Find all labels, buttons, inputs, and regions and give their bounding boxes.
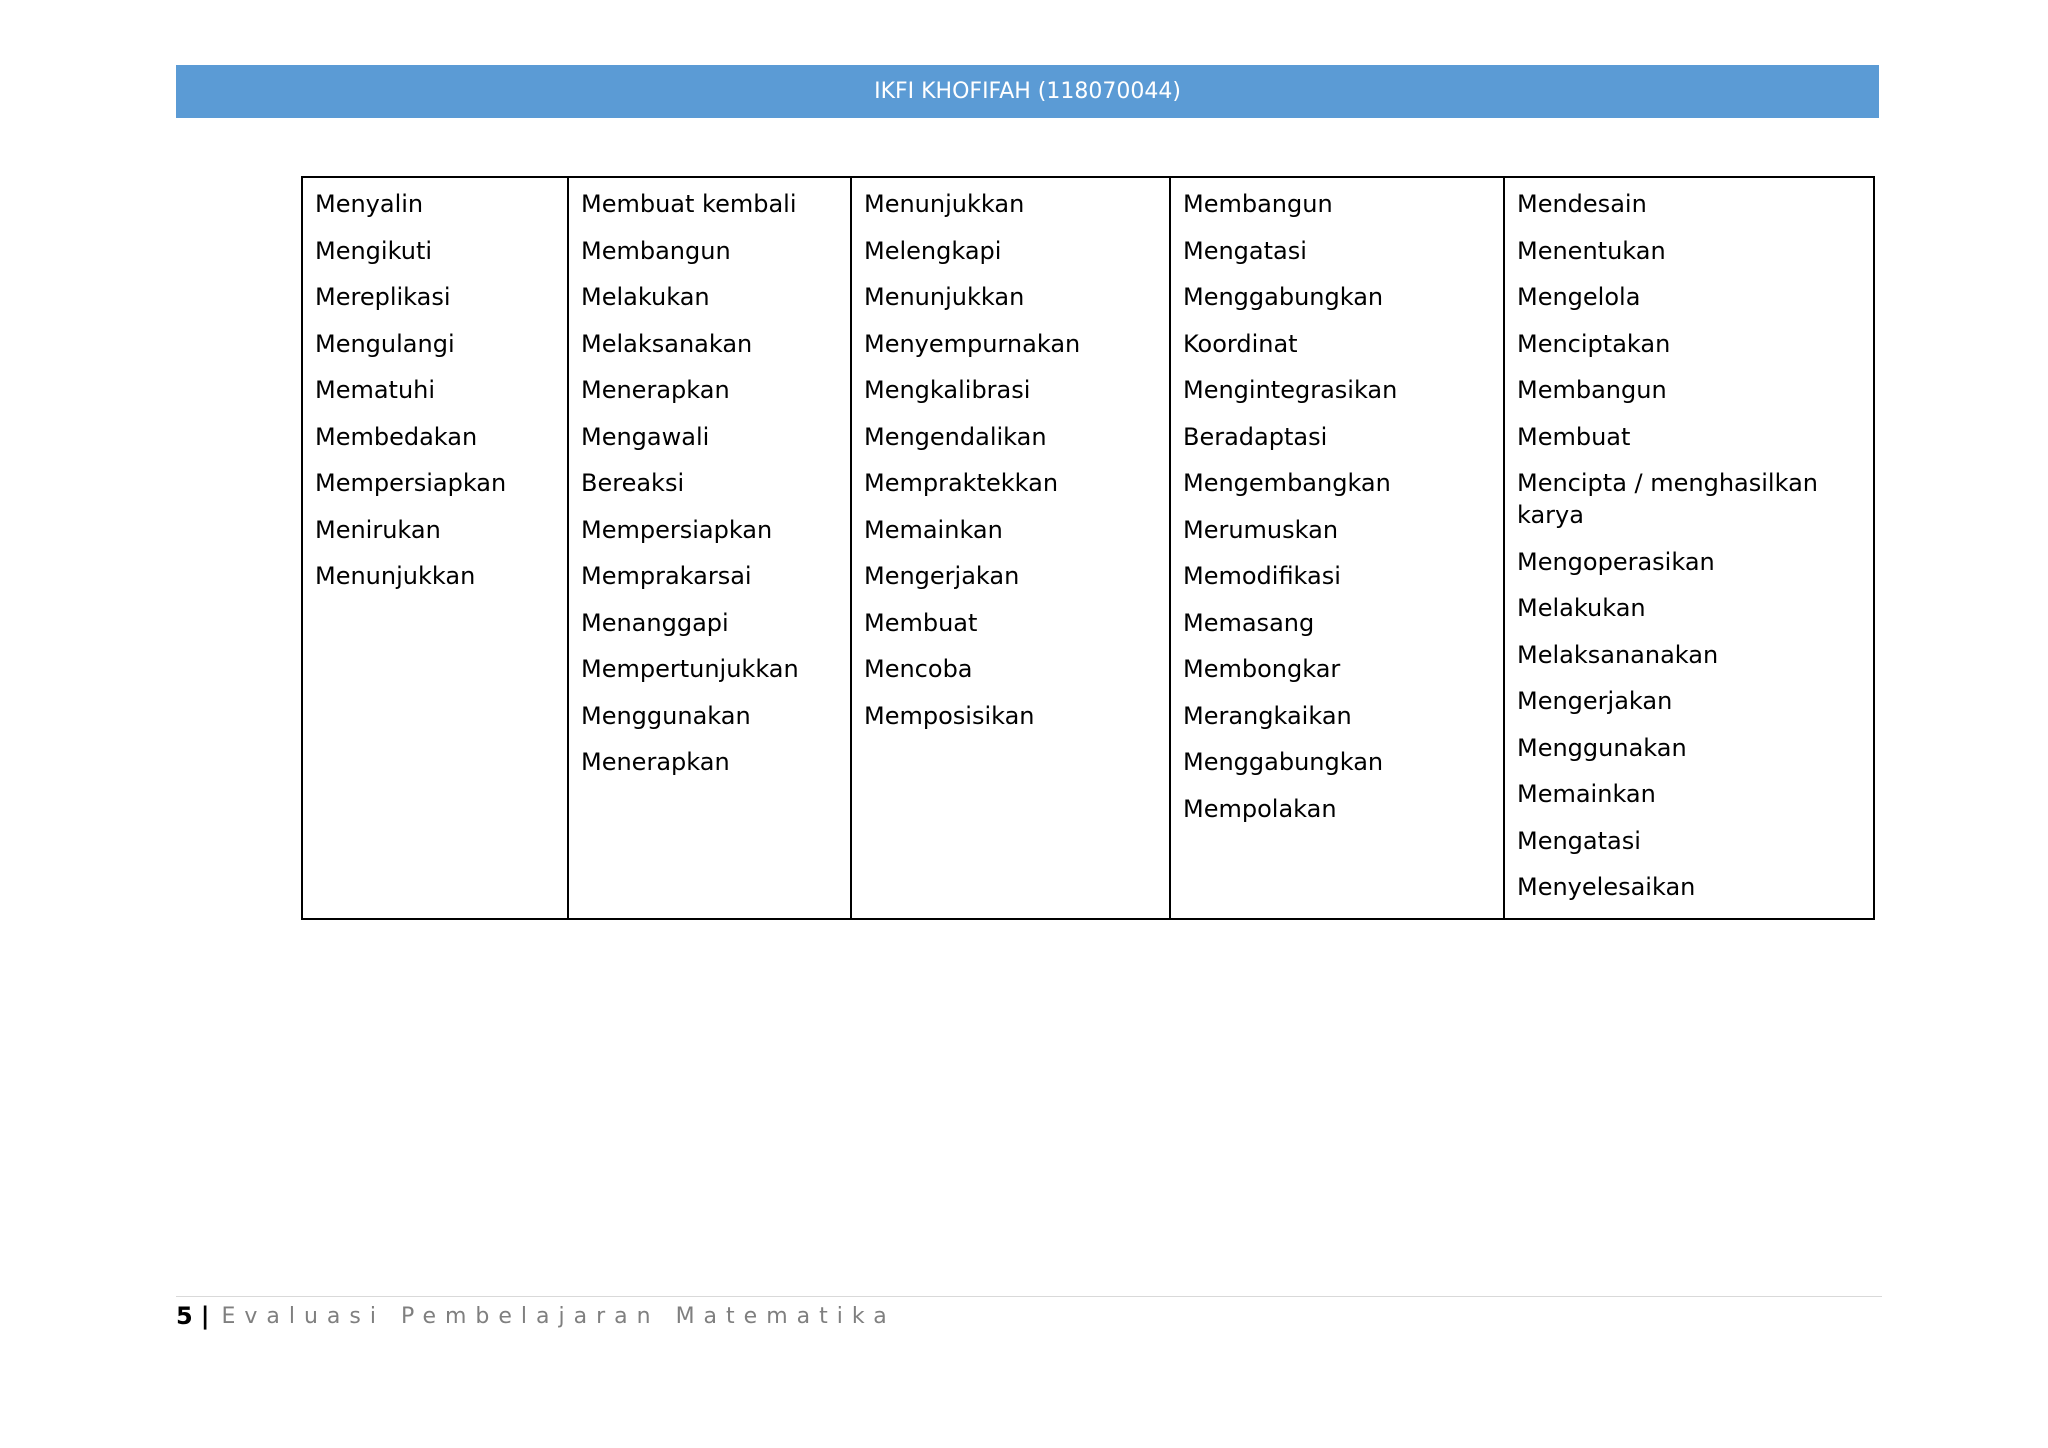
list-item: Koordinat: [1183, 329, 1298, 358]
list-item: Melakukan: [581, 283, 710, 311]
list-item: Mengoperasikan: [1517, 547, 1715, 576]
list-item: Membangun: [1517, 376, 1667, 404]
list-item: Mengendalikan: [864, 422, 1047, 451]
list-item: Mempersiapkan: [315, 469, 507, 497]
list-item: Mempolakan: [1183, 794, 1337, 823]
list-item: Menerapkan: [581, 748, 730, 776]
table-column-2: [568, 177, 851, 919]
list-item: Mematuhi: [315, 376, 436, 404]
table-column-5: [1504, 177, 1874, 919]
list-item: Menentukan: [1517, 236, 1666, 265]
header-bar: [176, 65, 1879, 118]
list-item: Melakukan: [1517, 594, 1646, 622]
list-item: Memposisikan: [864, 701, 1035, 730]
list-item: Menyelesaikan: [1517, 873, 1696, 901]
list-item: Menunjukkan: [864, 283, 1025, 311]
list-item: Mengatasi: [1183, 236, 1307, 265]
list-item: Menciptakan: [1517, 329, 1671, 358]
list-item: Menggunakan: [581, 701, 751, 730]
list-item: Melengkapi: [864, 236, 1002, 265]
list-item: Membuat: [1517, 422, 1631, 451]
list-item: Mengintegrasikan: [1183, 376, 1398, 404]
list-item: Menanggapi: [581, 608, 729, 637]
list-item: Melaksanakan: [581, 329, 753, 358]
footer-title: Evaluasi Pembelajaran Matematika: [221, 1303, 896, 1329]
list-item: Melaksananakan: [1517, 640, 1719, 669]
list-item: Mencipta / menghasilkan karya: [1517, 469, 1818, 529]
list-item: Menerapkan: [581, 376, 730, 404]
list-item: Menggabungkan: [1183, 283, 1384, 311]
list-item: Menyalin: [315, 190, 424, 218]
list-item: Menggunakan: [1517, 733, 1687, 762]
list-item: Memasang: [1183, 608, 1315, 637]
list-item: Membangun: [1183, 190, 1333, 218]
list-item: Mengembangkan: [1183, 469, 1391, 497]
list-item: Membuat kembali: [581, 190, 797, 218]
list-item: Mengelola: [1517, 283, 1641, 311]
list-item: Mengawali: [581, 422, 710, 451]
list-item: Memainkan: [864, 515, 1003, 544]
table-column-1: [302, 177, 568, 919]
list-item: Beradaptasi: [1183, 422, 1328, 451]
table-column-4: [1170, 177, 1504, 919]
list-item: Membangun: [581, 236, 731, 265]
list-item: Mengerjakan: [864, 562, 1020, 590]
list-item: Membongkar: [1183, 655, 1341, 683]
list-item: Merumuskan: [1183, 515, 1339, 544]
list-item: Menirukan: [315, 515, 441, 544]
list-item: Mengkalibrasi: [864, 376, 1031, 404]
table-row: [302, 177, 1874, 919]
list-item: Mereplikasi: [315, 283, 451, 311]
list-item: Memodifikasi: [1183, 562, 1341, 590]
page-footer: [176, 1302, 896, 1330]
page-number: 5: [176, 1302, 193, 1330]
list-item: Merangkaikan: [1183, 701, 1352, 730]
footer-separator: |: [200, 1302, 210, 1330]
list-item: Mempersiapkan: [581, 515, 773, 544]
list-item: Bereaksi: [581, 469, 685, 497]
list-item: Membedakan: [315, 422, 478, 451]
footer-divider: [176, 1296, 1882, 1297]
verb-table: [301, 176, 1875, 920]
list-item: Mempraktekkan: [864, 469, 1059, 497]
list-item: Menunjukkan: [315, 562, 476, 590]
list-item: Memprakarsai: [581, 562, 752, 590]
list-item: Mengatasi: [1517, 826, 1641, 855]
list-item: Mengikuti: [315, 236, 433, 265]
list-item: Mencoba: [864, 655, 973, 683]
list-item: Membuat: [864, 608, 978, 637]
table-column-3: [851, 177, 1170, 919]
list-item: Menggabungkan: [1183, 748, 1384, 776]
list-item: Menyempurnakan: [864, 329, 1081, 358]
header-title: IKFI KHOFIFAH (118070044): [874, 79, 1181, 104]
list-item: Mempertunjukkan: [581, 655, 799, 683]
list-item: Menunjukkan: [864, 190, 1025, 218]
list-item: Mendesain: [1517, 190, 1647, 218]
list-item: Memainkan: [1517, 780, 1656, 808]
list-item: Mengulangi: [315, 329, 455, 358]
list-item: Mengerjakan: [1517, 687, 1673, 715]
